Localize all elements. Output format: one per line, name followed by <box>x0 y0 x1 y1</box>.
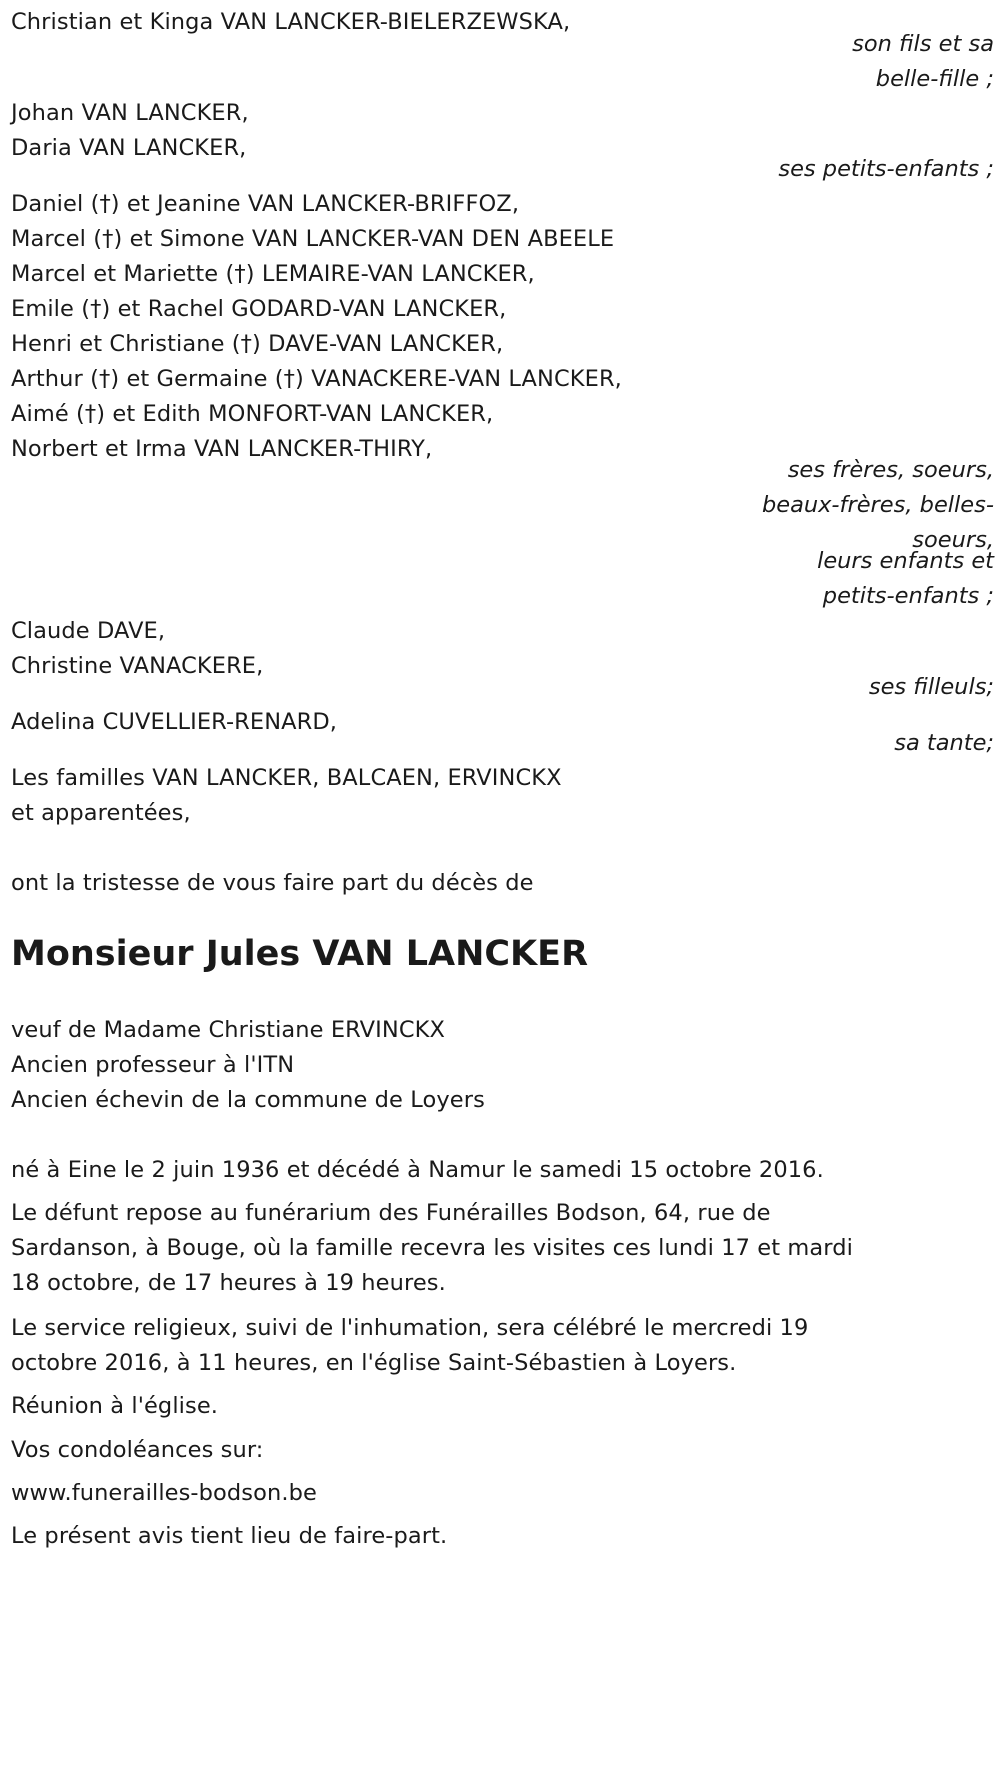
grandchild-name: Daria VAN LANCKER, <box>11 135 247 161</box>
service-text-line: Le service religieux, suivi de l'inhumation, sera célébré le mercredi 19 <box>11 1315 809 1341</box>
deceased-name: Monsieur Jules VAN LANCKER <box>11 934 589 974</box>
notice-text: Le présent avis tient lieu de faire-part. <box>11 1523 448 1549</box>
godchild-name: Christine VANACKERE, <box>11 653 264 679</box>
repose-text-line: 18 octobre, de 17 heures à 19 heures. <box>11 1270 446 1296</box>
grandchildren-role: ses petits-enfants ; <box>778 156 994 182</box>
condolences-text: Vos condoléances sur: <box>11 1437 264 1463</box>
son-names: Christian et Kinga VAN LANCKER-BIELERZEWSKA, <box>11 9 571 35</box>
siblings-role-line: beaux-frères, belles- <box>761 492 994 518</box>
birth-death-text: né à Eine le 2 juin 1936 et décédé à Namur le samedi 15 octobre 2016. <box>11 1157 824 1183</box>
siblings-role-line: ses frères, soeurs, <box>787 457 994 483</box>
sibling-name: Emile (†) et Rachel GODARD-VAN LANCKER, <box>11 296 507 322</box>
aunt-name: Adelina CUVELLIER-RENARD, <box>11 709 338 735</box>
godchildren-role: ses filleuls; <box>868 674 994 700</box>
siblings-role-line: leurs enfants et <box>817 548 994 574</box>
grandchild-name: Johan VAN LANCKER, <box>11 100 249 126</box>
godchild-name: Claude DAVE, <box>11 618 166 644</box>
deceased-title: Ancien échevin de la commune de Loyers <box>11 1087 485 1113</box>
sibling-name: Norbert et Irma VAN LANCKER-THIRY, <box>11 436 433 462</box>
sibling-name: Marcel et Mariette (†) LEMAIRE-VAN LANCKER, <box>11 261 535 287</box>
siblings-role-line: petits-enfants ; <box>822 583 994 609</box>
deceased-title: veuf de Madame Christiane ERVINCKX <box>11 1017 446 1043</box>
sibling-name: Daniel (†) et Jeanine VAN LANCKER-BRIFFOZ, <box>11 191 520 217</box>
families-line-2: et apparentées, <box>11 800 191 826</box>
sibling-name: Aimé (†) et Edith MONFORT-VAN LANCKER, <box>11 401 494 427</box>
aunt-role: sa tante; <box>894 730 994 756</box>
families-line-1: Les familles VAN LANCKER, BALCAEN, ERVINCKX <box>11 765 562 791</box>
service-text-line: octobre 2016, à 11 heures, en l'église Saint-Sébastien à Loyers. <box>11 1350 737 1376</box>
repose-text-line: Sardanson, à Bouge, où la famille recevra les visites ces lundi 17 et mardi <box>11 1235 853 1261</box>
repose-text-line: Le défunt repose au funérarium des Funérailles Bodson, 64, rue de <box>11 1200 771 1226</box>
son-role-line-2: belle-fille ; <box>875 66 994 92</box>
website-link[interactable]: www.funerailles-bodson.be <box>11 1480 317 1506</box>
son-role-line-1: son fils et sa <box>852 31 994 57</box>
meeting-text: Réunion à l'église. <box>11 1393 219 1419</box>
announcement-text: ont la tristesse de vous faire part du décès de <box>11 870 534 896</box>
sibling-name: Marcel (†) et Simone VAN LANCKER-VAN DEN ABEELE <box>11 226 615 252</box>
sibling-name: Arthur (†) et Germaine (†) VANACKERE-VAN LANCKER, <box>11 366 622 392</box>
deceased-title: Ancien professeur à l'ITN <box>11 1052 295 1078</box>
siblings-role-line: soeurs, <box>912 527 994 553</box>
sibling-name: Henri et Christiane (†) DAVE-VAN LANCKER, <box>11 331 504 357</box>
